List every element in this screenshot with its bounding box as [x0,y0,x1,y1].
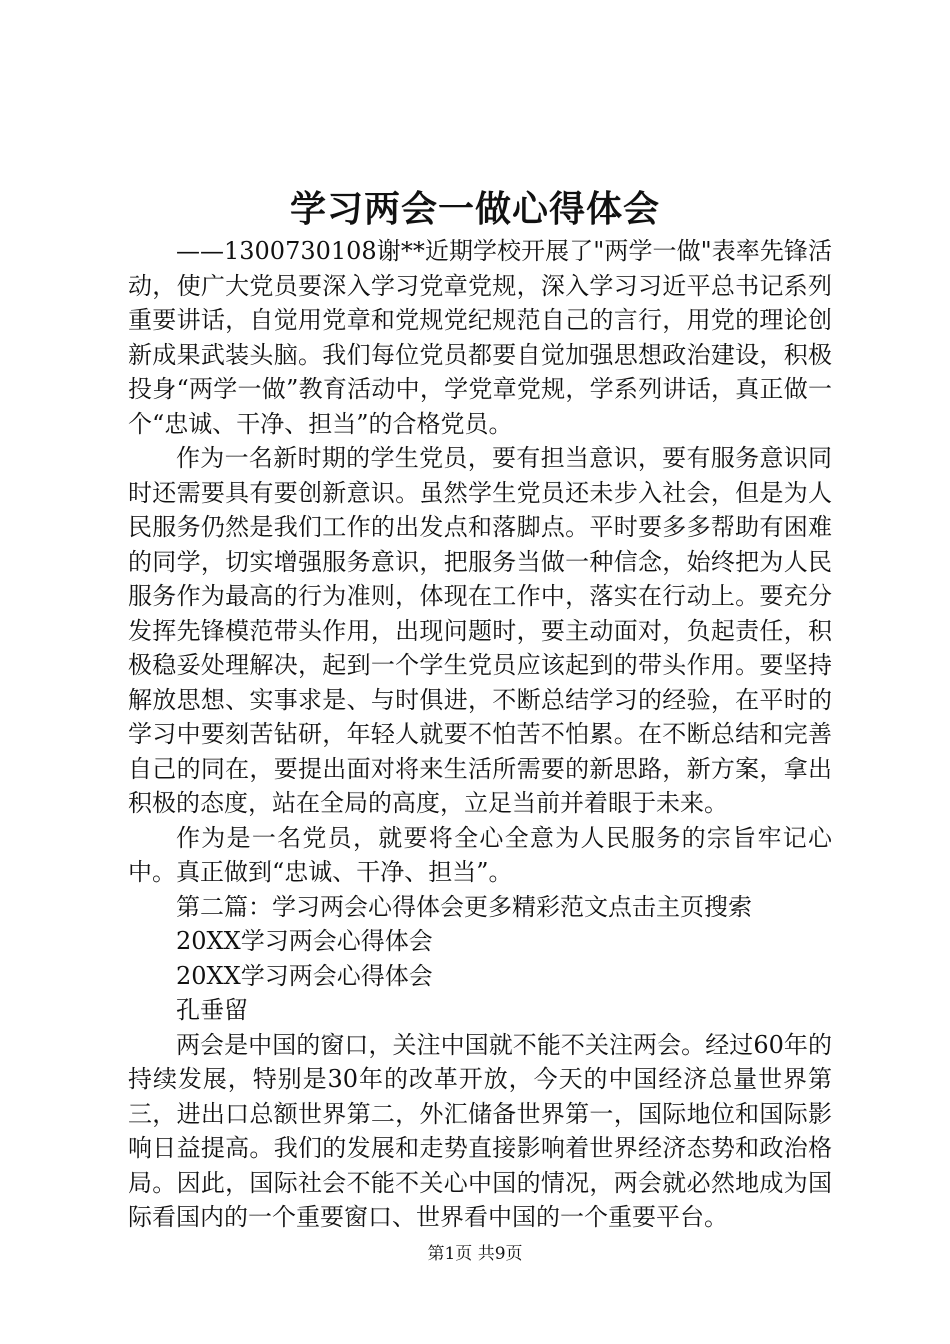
paragraph-1: ——1300730108谢**近期学校开展了"两学一做"表率先锋活动，使广大党员要深入学习党章党规，深入学习习近平总书记系列重要讲话，自觉用党章和党规党纪规范自己的言行，用党的理论创新成果武装头脑。我们每位党员都要自觉加强思想政治建设，积极投身“两学一做”教育活动中，学党章党规，学系列讲话，真正做一个“忠诚、干净、担当”的合格党员。 [128,237,832,438]
paragraph-2: 作为一名新时期的学生党员，要有担当意识，要有服务意识同时还需要具有要创新意识。虽然学生党员还未步入社会，但是为人民服务仍然是我们工作的出发点和落脚点。平时要多多帮助有困难的同学，切实增强服务意识，把服务当做一种信念，始终把为人民服务作为最高的行为准则，体现在工作中，落实在行动上。要充分发挥先锋模范带头作用，出现问题时，要主动面对，负起责任，积极稳妥处理解决，起到一个学生党员应该起到的带头作用。要坚持解放思想、实事求是、与时俱进，不断总结学习的经验，在平时的学习中要刻苦钻研，年轻人就要不怕苦不怕累。在不断总结和完善自己的同在，要提出面对将来生活所需要的新思路，新方案，拿出积极的态度，站在全局的高度，立足当前并着眼于未来。 [128,444,832,817]
document-title: 学习两会一做心得体会 [289,188,660,230]
author-name: 孔垂留 [176,996,248,1024]
document-body [128,234,832,1235]
subtitle-line-1: 20XX学习两会心得体会 [176,927,433,955]
page-number-footer: 第1页 共9页 [427,1244,523,1264]
subtitle-line-2: 20XX学习两会心得体会 [176,961,433,990]
paragraph-3: 作为是一名党员，就要将全心全意为人民服务的宗旨牢记心中。真正做到“忠诚、干净、担当”。 [128,823,832,886]
section-heading-second-article: 第二篇：学习两会心得体会更多精彩范文点击主页搜索 [176,892,752,921]
paragraph-4: 两会是中国的窗口，关注中国就不能不关注两会。经过60年的持续发展，特别是30年的改革开放，今天的中国经济总量世界第三，进出口总额世界第二，外汇储备世界第一，国际地位和国际影响日益提高。我们的发展和走势直接影响着世界经济态势和政治格局。因此，国际社会不能不关心中国的情况，两会就必然地成为国际看国内的一个重要窗口、世界看中国的一个重要平台。 [128,1030,832,1231]
